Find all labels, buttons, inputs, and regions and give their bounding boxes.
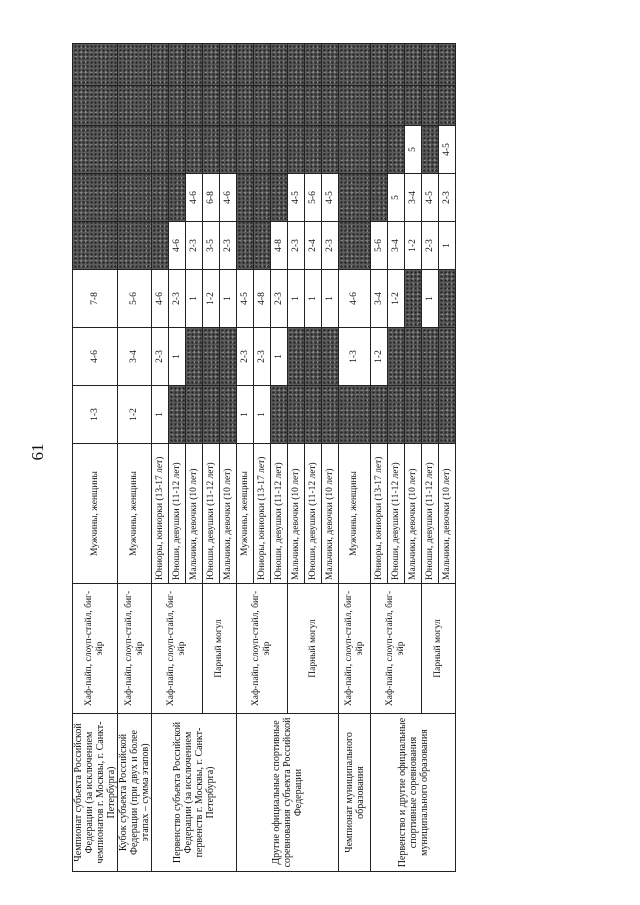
shaded-cell bbox=[186, 386, 203, 444]
shaded-cell bbox=[339, 222, 371, 270]
group-cell: Мальчики, девочки (10 лет) bbox=[220, 444, 237, 584]
shaded-cell bbox=[203, 386, 220, 444]
shaded-cell bbox=[322, 126, 339, 174]
value-cell: 2-3 bbox=[254, 328, 271, 386]
shaded-cell bbox=[388, 126, 405, 174]
value-cell: 4-5 bbox=[288, 174, 305, 222]
value-cell: 1-2 bbox=[118, 386, 152, 444]
shaded-cell bbox=[339, 126, 371, 174]
value-cell: 1 bbox=[322, 270, 339, 328]
shaded-cell bbox=[339, 386, 371, 444]
shaded-cell bbox=[288, 126, 305, 174]
value-cell: 5-6 bbox=[305, 174, 322, 222]
shaded-cell bbox=[339, 44, 371, 86]
shaded-cell bbox=[118, 44, 152, 86]
competition-cell: Другие официальные спортивные соревнования субъекта Российской Федерации bbox=[237, 714, 339, 872]
shaded-cell bbox=[254, 86, 271, 126]
competition-cell: Чемпионат муниципального образования bbox=[339, 714, 371, 872]
shaded-cell bbox=[322, 44, 339, 86]
table-row bbox=[371, 44, 388, 872]
shaded-cell bbox=[169, 386, 186, 444]
discipline-cell: Хаф-пайп, слоуп-стайл, биг-эйр bbox=[73, 584, 118, 714]
shaded-cell bbox=[439, 386, 456, 444]
shaded-cell bbox=[73, 86, 118, 126]
value-cell: 3-4 bbox=[371, 270, 388, 328]
table-row bbox=[118, 44, 152, 872]
group-cell: Мальчики, девочки (10 лет) bbox=[186, 444, 203, 584]
value-cell: 1 bbox=[169, 328, 186, 386]
value-cell: 4-5 bbox=[322, 174, 339, 222]
shaded-cell bbox=[73, 126, 118, 174]
shaded-cell bbox=[169, 174, 186, 222]
shaded-cell bbox=[73, 222, 118, 270]
shaded-cell bbox=[254, 126, 271, 174]
value-cell: 2-3 bbox=[439, 174, 456, 222]
group-cell: Мальчики, девочки (10 лет) bbox=[439, 444, 456, 584]
value-cell: 1-2 bbox=[371, 328, 388, 386]
discipline-cell: Хаф-пайп, слоуп-стайл, биг-эйр bbox=[237, 584, 288, 714]
value-cell: 1 bbox=[220, 270, 237, 328]
value-cell: 5-6 bbox=[371, 222, 388, 270]
value-cell: 2-3 bbox=[152, 328, 169, 386]
shaded-cell bbox=[288, 328, 305, 386]
shaded-cell bbox=[203, 86, 220, 126]
group-cell: Юноши, девушки (11-12 лет) bbox=[169, 444, 186, 584]
shaded-cell bbox=[388, 386, 405, 444]
value-cell: 3-4 bbox=[118, 328, 152, 386]
value-cell: 1 bbox=[305, 270, 322, 328]
shaded-cell bbox=[254, 44, 271, 86]
group-cell: Мужчины, женщины bbox=[237, 444, 254, 584]
shaded-cell bbox=[220, 44, 237, 86]
shaded-cell bbox=[186, 86, 203, 126]
shaded-cell bbox=[220, 328, 237, 386]
value-cell: 4-6 bbox=[220, 174, 237, 222]
group-cell: Мужчины, женщины bbox=[73, 444, 118, 584]
shaded-cell bbox=[322, 328, 339, 386]
group-cell: Мальчики, девочки (10 лет) bbox=[405, 444, 422, 584]
value-cell: 2-3 bbox=[288, 222, 305, 270]
shaded-cell bbox=[271, 174, 288, 222]
discipline-cell: Хаф-пайп, слоуп-стайл, биг-эйр bbox=[152, 584, 203, 714]
value-cell: 3-4 bbox=[405, 174, 422, 222]
shaded-cell bbox=[371, 44, 388, 86]
shaded-cell bbox=[405, 270, 422, 328]
shaded-cell bbox=[220, 386, 237, 444]
shaded-cell bbox=[288, 386, 305, 444]
shaded-cell bbox=[169, 86, 186, 126]
shaded-cell bbox=[152, 44, 169, 86]
group-cell: Юниоры, юниорки (13-17 лет) bbox=[254, 444, 271, 584]
value-cell: 4-5 bbox=[439, 126, 456, 174]
value-cell: 3-5 bbox=[203, 222, 220, 270]
shaded-cell bbox=[422, 126, 439, 174]
value-cell: 3-4 bbox=[388, 222, 405, 270]
shaded-cell bbox=[339, 86, 371, 126]
shaded-cell bbox=[271, 126, 288, 174]
shaded-cell bbox=[203, 328, 220, 386]
table-container bbox=[72, 44, 452, 872]
shaded-cell bbox=[237, 174, 254, 222]
competition-cell: Чемпионат субъекта Российской Федерации (за исключением чемпионатов г. Москвы, г. Санкт-Петербурга) bbox=[73, 714, 118, 872]
value-cell: 1-2 bbox=[203, 270, 220, 328]
shaded-cell bbox=[439, 270, 456, 328]
table-row bbox=[152, 44, 169, 872]
shaded-cell bbox=[186, 328, 203, 386]
group-cell: Юниоры, юниорки (13-17 лет) bbox=[371, 444, 388, 584]
shaded-cell bbox=[203, 44, 220, 86]
shaded-cell bbox=[388, 44, 405, 86]
group-cell: Юноши, девушки (11-12 лет) bbox=[203, 444, 220, 584]
value-cell: 2-3 bbox=[322, 222, 339, 270]
group-cell: Юноши, девушки (11-12 лет) bbox=[271, 444, 288, 584]
shaded-cell bbox=[322, 386, 339, 444]
competition-cell: Первенство и другие официальные спортивные соревнования муниципального образования bbox=[371, 714, 456, 872]
value-cell: 2-3 bbox=[186, 222, 203, 270]
value-cell: 1 bbox=[271, 328, 288, 386]
shaded-cell bbox=[186, 44, 203, 86]
competition-cell: Кубок субъекта Российской Федерации (при двух и более этапах – сумма этапов) bbox=[118, 714, 152, 872]
value-cell: 2-3 bbox=[237, 328, 254, 386]
shaded-cell bbox=[405, 44, 422, 86]
shaded-cell bbox=[405, 86, 422, 126]
shaded-cell bbox=[152, 86, 169, 126]
shaded-cell bbox=[288, 86, 305, 126]
value-cell: 2-3 bbox=[220, 222, 237, 270]
shaded-cell bbox=[118, 222, 152, 270]
rotated-page-area bbox=[72, 44, 452, 872]
shaded-cell bbox=[305, 86, 322, 126]
value-cell: 2-3 bbox=[169, 270, 186, 328]
value-cell: 5 bbox=[405, 126, 422, 174]
shaded-cell bbox=[439, 328, 456, 386]
value-cell: 2-4 bbox=[305, 222, 322, 270]
shaded-cell bbox=[422, 386, 439, 444]
shaded-cell bbox=[271, 386, 288, 444]
value-cell: 4-6 bbox=[186, 174, 203, 222]
shaded-cell bbox=[271, 86, 288, 126]
shaded-cell bbox=[322, 86, 339, 126]
group-cell: Юноши, девушки (11-12 лет) bbox=[388, 444, 405, 584]
shaded-cell bbox=[288, 44, 305, 86]
value-cell: 4-5 bbox=[237, 270, 254, 328]
shaded-cell bbox=[220, 126, 237, 174]
shaded-cell bbox=[405, 328, 422, 386]
value-cell: 4-6 bbox=[169, 222, 186, 270]
discipline-cell: Парный могул bbox=[288, 584, 339, 714]
shaded-cell bbox=[388, 86, 405, 126]
shaded-cell bbox=[305, 126, 322, 174]
discipline-cell: Хаф-пайп, слоуп-стайл, биг-эйр bbox=[371, 584, 422, 714]
discipline-cell: Парный могул bbox=[203, 584, 237, 714]
group-cell: Мужчины, женщины bbox=[118, 444, 152, 584]
group-cell: Мужчины, женщины bbox=[339, 444, 371, 584]
group-cell: Мальчики, девочки (10 лет) bbox=[322, 444, 339, 584]
value-cell: 4-6 bbox=[73, 328, 118, 386]
shaded-cell bbox=[152, 222, 169, 270]
shaded-cell bbox=[439, 86, 456, 126]
value-cell: 1 bbox=[152, 386, 169, 444]
shaded-cell bbox=[271, 44, 288, 86]
shaded-cell bbox=[220, 86, 237, 126]
shaded-cell bbox=[237, 222, 254, 270]
competition-cell: Первенство субъекта Российской Федерации (за исключением первенств г. Москвы, г. Санкт-Петербурга) bbox=[152, 714, 237, 872]
value-cell: 1-2 bbox=[388, 270, 405, 328]
value-cell: 7-8 bbox=[73, 270, 118, 328]
shaded-cell bbox=[371, 86, 388, 126]
discipline-cell: Хаф-пайп, слоуп-стайл, биг-эйр bbox=[118, 584, 152, 714]
discipline-cell: Парный могул bbox=[422, 584, 456, 714]
group-cell: Юноши, девушки (11-12 лет) bbox=[305, 444, 322, 584]
value-cell: 1 bbox=[288, 270, 305, 328]
group-cell: Юноши, девушки (11-12 лет) bbox=[422, 444, 439, 584]
value-cell: 5-6 bbox=[118, 270, 152, 328]
value-cell: 1 bbox=[439, 222, 456, 270]
value-cell: 1 bbox=[186, 270, 203, 328]
shaded-cell bbox=[439, 44, 456, 86]
shaded-cell bbox=[254, 174, 271, 222]
shaded-cell bbox=[186, 126, 203, 174]
shaded-cell bbox=[371, 386, 388, 444]
value-cell: 2-3 bbox=[271, 270, 288, 328]
shaded-cell bbox=[305, 328, 322, 386]
shaded-cell bbox=[422, 328, 439, 386]
shaded-cell bbox=[371, 126, 388, 174]
value-cell: 1 bbox=[254, 386, 271, 444]
shaded-cell bbox=[305, 44, 322, 86]
shaded-cell bbox=[237, 126, 254, 174]
shaded-cell bbox=[422, 86, 439, 126]
shaded-cell bbox=[118, 86, 152, 126]
shaded-cell bbox=[169, 44, 186, 86]
table-row bbox=[339, 44, 371, 872]
shaded-cell bbox=[152, 174, 169, 222]
value-cell: 4-6 bbox=[152, 270, 169, 328]
shaded-cell bbox=[254, 222, 271, 270]
value-cell: 1-3 bbox=[339, 328, 371, 386]
shaded-cell bbox=[73, 174, 118, 222]
group-cell: Юниоры, юниорки (13-17 лет) bbox=[152, 444, 169, 584]
sport-ranks-table bbox=[72, 43, 456, 872]
shaded-cell bbox=[73, 44, 118, 86]
shaded-cell bbox=[152, 126, 169, 174]
value-cell: 1-2 bbox=[405, 222, 422, 270]
value-cell: 1 bbox=[422, 270, 439, 328]
value-cell: 4-6 bbox=[339, 270, 371, 328]
table-row bbox=[237, 44, 254, 872]
shaded-cell bbox=[422, 44, 439, 86]
shaded-cell bbox=[169, 126, 186, 174]
shaded-cell bbox=[203, 126, 220, 174]
value-cell: 4-5 bbox=[422, 174, 439, 222]
shaded-cell bbox=[339, 174, 371, 222]
value-cell: 1 bbox=[237, 386, 254, 444]
table-row bbox=[73, 44, 118, 872]
value-cell: 5 bbox=[388, 174, 405, 222]
group-cell: Мальчики, девочки (10 лет) bbox=[288, 444, 305, 584]
page-number: 61 bbox=[28, 443, 47, 461]
shaded-cell bbox=[237, 86, 254, 126]
discipline-cell: Хаф-пайп, слоуп-стайл, биг-эйр bbox=[339, 584, 371, 714]
shaded-cell bbox=[405, 386, 422, 444]
shaded-cell bbox=[118, 126, 152, 174]
value-cell: 4-8 bbox=[271, 222, 288, 270]
shaded-cell bbox=[118, 174, 152, 222]
value-cell: 2-3 bbox=[422, 222, 439, 270]
shaded-cell bbox=[237, 44, 254, 86]
value-cell: 4-8 bbox=[254, 270, 271, 328]
value-cell: 1-3 bbox=[73, 386, 118, 444]
shaded-cell bbox=[388, 328, 405, 386]
shaded-cell bbox=[305, 386, 322, 444]
shaded-cell bbox=[371, 174, 388, 222]
value-cell: 6-8 bbox=[203, 174, 220, 222]
